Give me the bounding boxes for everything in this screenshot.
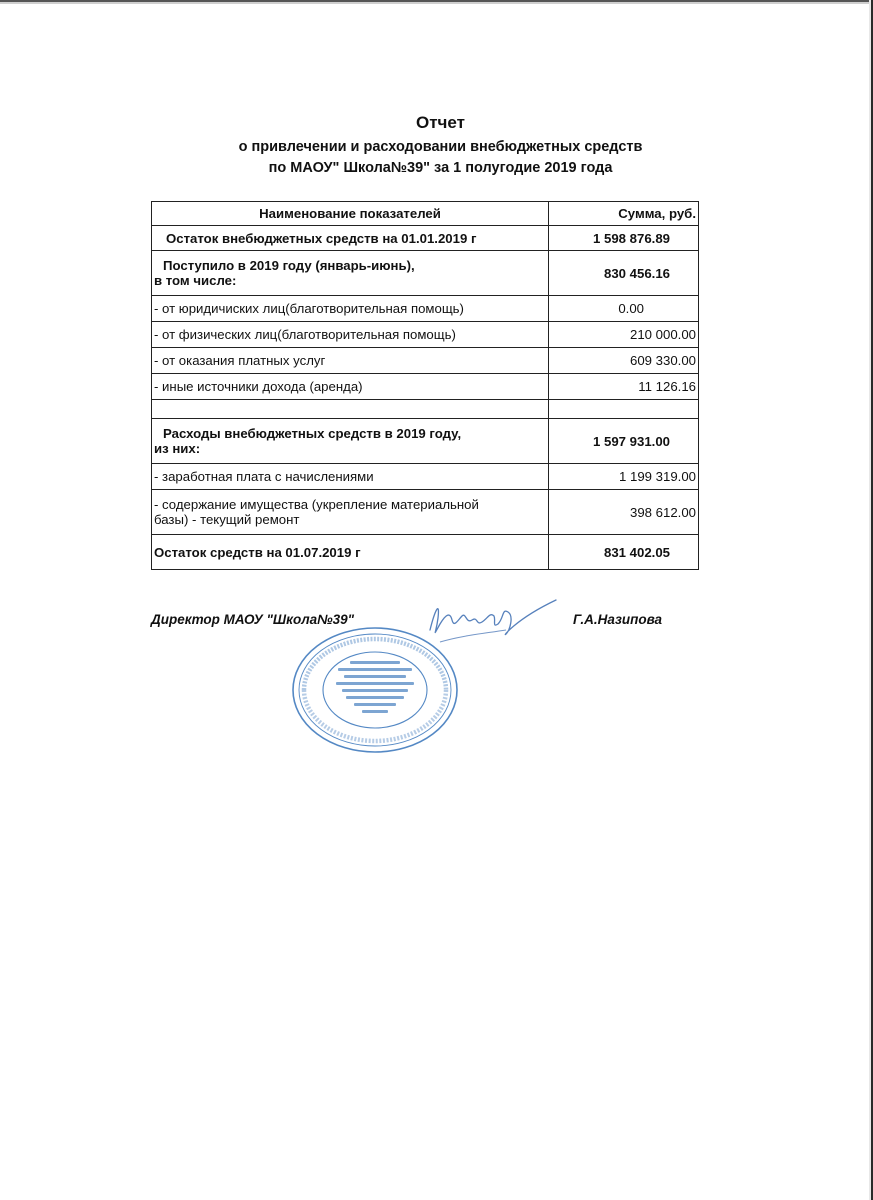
scan-edge-right	[868, 0, 873, 1200]
director-label: Директор МАОУ "Школа№39"	[151, 612, 355, 627]
row-label	[152, 419, 549, 464]
report-table	[151, 201, 699, 570]
row-label: - иные источники дохода (аренда)	[152, 374, 549, 400]
row-label: - заработная плата с начислениями	[152, 464, 549, 490]
table-row	[152, 322, 699, 348]
report-subtitle-line-2: по МАОУ" Школа№39" за 1 полугодие 2019 года	[268, 160, 613, 176]
row-label: - от оказания платных услуг	[152, 348, 549, 374]
row-label-line-2: в том числе:	[154, 273, 237, 288]
row-label-line-2: из них:	[154, 441, 201, 456]
table-row	[152, 490, 699, 535]
stamp-center-text	[336, 661, 414, 713]
table-row	[152, 535, 699, 570]
row-label	[152, 490, 549, 535]
row-value: 0.00	[549, 296, 699, 322]
row-value: 1 199 319.00	[549, 464, 699, 490]
director-signature	[410, 590, 560, 650]
row-label-line-1: - содержание имущества (укрепление материальной	[154, 497, 479, 512]
row-label: Остаток средств на 01.07.2019 г	[152, 535, 549, 570]
report-subtitle-line-1: о привлечении и расходовании внебюджетных средств	[238, 139, 643, 155]
row-label-line-1: Расходы внебюджетных средств в 2019 году,	[163, 426, 462, 441]
table-row	[152, 348, 699, 374]
row-value: 609 330.00	[549, 348, 699, 374]
table-row	[152, 464, 699, 490]
table-row	[152, 251, 699, 296]
empty-cell	[549, 400, 699, 419]
signer-name: Г.А.Назипова	[573, 612, 663, 627]
header-name: Наименование показателей	[152, 202, 549, 226]
row-value: 830 456.16	[549, 251, 699, 296]
table-row	[152, 374, 699, 400]
table-row	[152, 296, 699, 322]
table-row-empty	[152, 400, 699, 419]
row-value: 11 126.16	[549, 374, 699, 400]
report-title: Отчет	[416, 113, 465, 132]
empty-cell	[152, 400, 549, 419]
row-label	[152, 251, 549, 296]
table-row	[152, 226, 699, 251]
row-value: 1 597 931.00	[549, 419, 699, 464]
table-header-row	[152, 202, 699, 226]
row-label	[152, 226, 549, 251]
row-value: 398 612.00	[549, 490, 699, 535]
row-label-line-2: базы) - текущий ремонт	[154, 512, 300, 527]
report-title-block	[0, 113, 873, 179]
table-row	[152, 419, 699, 464]
row-label: - от юридичиских лиц(благотворительная помощь)	[152, 296, 549, 322]
row-value: 831 402.05	[549, 535, 699, 570]
header-sum: Сумма, руб.	[549, 202, 699, 226]
row-label-line-1: Поступило в 2019 году (январь-июнь),	[163, 258, 415, 273]
row-value: 210 000.00	[549, 322, 699, 348]
scan-edge-top	[0, 0, 873, 6]
row-label: - от физических лиц(благотворительная помощь)	[152, 322, 549, 348]
row-label-text: Остаток внебюджетных средств на 01.01.2019 г	[166, 230, 477, 246]
row-value: 1 598 876.89	[549, 226, 699, 251]
